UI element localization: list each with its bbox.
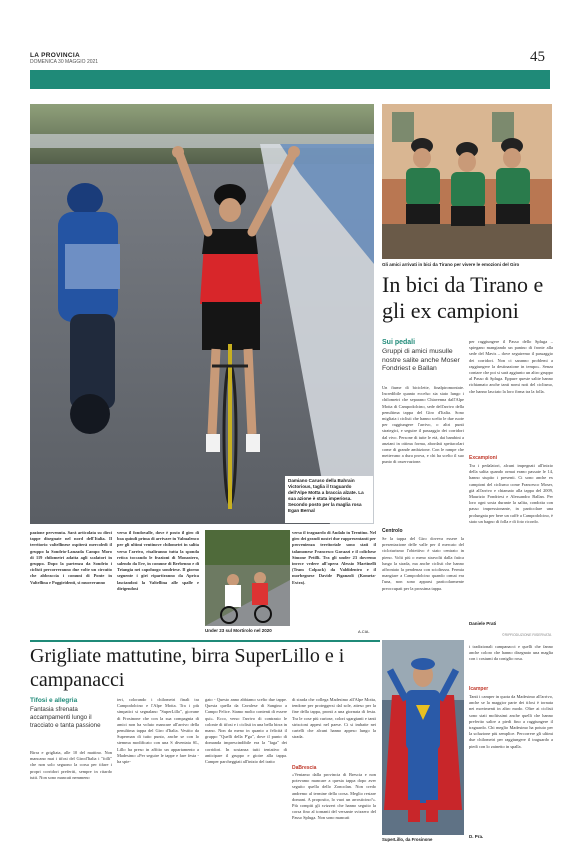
main-deck: Gruppi di amici musulle nostre salite anche Moser Fondriest e Ballan	[382, 348, 460, 372]
strip-col-a: pazione pervenuta. Sarà articolata su dieci tappe disegnate nel nord dell'Italia. Il territorio valtellinese ospiterà mercoledì il gruppo la Sondrio-Lanzada Campo Moro di 119 chilometri adatta agli scalatori in gruppo. Dopo la partenza da Sondrio i ciclisti percorreranno due volte un circuito che abbraccia i comuni di Ponte in Valtellina e Poggiridenti, si muoveranno	[30, 530, 112, 585]
main-byline: Daniele Prati	[469, 621, 497, 626]
strip-signature: A.CIA.	[358, 629, 370, 634]
main-body-col1b: Se la tappa del Giro doveva essere la presentazione delle valle per il mercato del cicloturismo l'obiettivo è stato centrato in pieno. Volti più o meno stravolti dalla fatica lungo la strada, ma anche ciclisti che hanno affrontato la pendenza con scioltezza. Fermia mangiare a Campodolcino quando ormai era l'una, non sono apparsi particolarmente preoccupati per la prossima tappa.	[382, 536, 464, 591]
second-col1: Birra e grigliata, alle 10 del mattino. Non mancano mai i tifosi del Girod'Italia i "folli" che non solo seguono la corsa per tifare i propri corridori preferiti, sempre in ritardo tutti. Non sono mancati nemmeno	[30, 750, 112, 780]
main-kicker: Sui pedali	[382, 339, 416, 346]
mortirolo-photo	[205, 530, 290, 626]
subhead-centrolo: Centrolo	[382, 528, 403, 534]
section-band	[30, 70, 550, 89]
second-col4: di strada che collega Madesimo all'Alpe Motta, tendone per proteggersi dal sole, atteso per la fine della tappa, pronti a una giornata di festa. Tra le cose più curiose, colori sgargianti e tanti striscioni appesi nel paese. Ci si imbatte nei cartelli che alcuni hanno appeso lungo la strada.	[292, 697, 376, 740]
second-kicker: Tifosi e allegria	[30, 697, 78, 704]
page-number: 45	[530, 49, 545, 65]
main-body-col2: per raggiungere il Passo dello Spluga – spiegano mangiando un panino di fronte alla sede del Mavis – dove seguiremo il passaggio dei corridori. Non ci saranno problemi a raggiungere la destinazione in tempo». Senza contare che poi si sarà aggiunto un altro gruppo al Passo di Spluga. Eppure queste salite hanno richiamato anche tanti nomi noti del ciclismo, che hanno lasciato la loro firma tra la folla.	[469, 339, 553, 394]
second-deck: Fantasia sfrenata accampamenti lungo il tracciato e tanta passione	[30, 706, 101, 729]
main-photo-caption: Damiano Caruso della Bahrain Victorious, taglia il traguardo dell'Alpe Motta a braccia alzate. La sua azione è stata imperiosa. Secondo posto per la maglia rosa Egan Bernal	[285, 476, 373, 523]
second-col5b: Tanti i camper in quota da Madesimo all'arrivo, anche se la maggior parte dei tifosi è tornata nei movimenti in altro modo. Oltre ai ciclisti sono stati moltissimi anche quelli che hanno preferito salire a piedi fino a raggiungere il traguardo. Chi meglio Madesimo ha potuto per la soluzione più semplice. Percorrere gli ultimi due chilometri per raggiungere il traguardo a piedi con lo zainetto in spalla.	[469, 694, 553, 749]
second-col5: i tradizionali campanacci e quelli che fanno anche coloro che hanno disegnato una maglia con i costumi da coniglio rosa.	[469, 644, 553, 662]
strip-col-b: verso il fondovalle, dove è posto il giro di boa quindi prima di arrivare in Valmalenco per gli ultimi ventinove chilometri in salita verso l'arrivo, risaliranno tutta la sponda retica toccando le frazioni di Monastero, salendo da Ere, in comune di Berbenno e di Triangia nei capoluogo sondriese. Il giorno seguente i giri ripartiranno da Aprica lasciandosi la Valtellina alle spalle e dirigendosi	[117, 530, 199, 591]
second-byline: D. Pra.	[469, 834, 484, 839]
copyright-credit: ©RIPRODUZIONE RISERVATA	[502, 633, 552, 637]
second-headline: Grigliate mattutine, birra SuperLillo e i campanacci	[30, 645, 345, 691]
subhead-excampioni: Excampioni	[469, 455, 498, 461]
friends-photo-caption: Gli amici arrivati in bici da Tirano per vivere le emozioni del Giro	[382, 262, 520, 267]
strip-col-c: verso il traguardo di Andalo in Trentino. Nel giro dei grandi nostri due rappresentanti per provenienza territoriale sono stati il talamonese Francesco Gavazzi e il colichese Simone Petilli. Tra gli under 23 dovremo invece vedere all'opera Alessio Martinelli (Team Colpack) da Valdidentro e il morbegnese Davide Piganzoli (Kometa-Extra).	[292, 530, 376, 585]
main-headline: In bici da Tirano e gli ex campioni	[382, 272, 544, 323]
subhead-dabrescia: DaBrescia	[292, 765, 317, 771]
main-body-col2b: Tra i pedalatori, alcuni impegnati all'inizio della salita quando ormai erano passate le 14, hanno stupito i presenti. Ci sono anche ex campioni del ciclismo come Francesco Moser, già all'arrivo e chiamato alla tappa del 2009, Maurizio Fondriest e Alessandro Ballan. Per loro ogni sosta durante la salita, condotta con passo impressionante, in particolare una prolungata per bere un caffè a Campodolcino, è stato un bagno di folla e di foto ricordo.	[469, 463, 553, 524]
subhead-icamper: Icamper	[469, 686, 489, 692]
second-col3: gato - Questo anno abbiamo scelto due tappe. Questa quella da Cavalese di Sangino a Campo Felice. Siamo molto contenti di essere qui». Ecco, verso l'arrivo di contrasto le colonie di tifosi e i ciclisti in una bella birra in mano. Non da meno in quanto a felicità il gruppo "Quelli della P'ga", dove il punto di domanda imprescindibile era la "faga" dei corridori. In sostanza tutti tentativo di anticipare il gruppo e gioire alla tappa. Camper parcheggiati all'inizio del tratto	[205, 697, 287, 765]
second-col4b: «Veniamo dalla provincia di Brescia e non potevamo mancare a questa tappa dopo aver seguito quella dello Zoncolan. Non credo andremo al termine della corsa. Meglio restare domani. A proposito, lo vuoi un arrosticino?». Più compiti gli svizzeri che hanno seguito la corsa fino al tornanti del versante svizzero del Passo Spluga. Non sono mancati	[292, 772, 376, 821]
newspaper-name: LA PROVINCIA	[30, 52, 80, 59]
main-photo-cyclist	[30, 104, 374, 524]
second-col2: ieri, colorando i chilometri finali tra Campodolcino e l'Alpe Motta. Tra i più simpatici si segnalano "SuperLillo", giovane di Frosinone che con la sua compagnia di amici non ha voluto mancare all'arrivo della penultima tappa del Giro d'Italia. Vestito da Superman di tutto punto, anche se con lo stemma modificato con una S diventata SL, Lillo ha preso in affitto un appartamento a Madesimo «Per seguire le tappe e fare festa - ha spie-	[117, 697, 199, 765]
mortirolo-caption: Under 23 sul Mortirolo nel 2020	[205, 628, 272, 633]
friends-photo	[382, 104, 552, 259]
superlillo-caption: SuperLillo, da Frosinone	[382, 837, 433, 842]
superlillo-photo	[382, 640, 464, 835]
issue-date: DOMENICA 30 MAGGIO 2021	[30, 59, 99, 65]
main-body-col1: Un fiume di biciclette, finalpiromontate. Incredibile quanto eccelso sia stato lungo i chilometri che separano Chiavenna dall'Alpe Motta di Campodolcino, sede dell'arrivo della penultima tappa del Giro d'Italia. Sono migliaia i ciclisti che hanno scelto le due ruote per raggiungere l'arrivo, o altri punti strategici, e seguire il passaggio dei corridori dal vivo. Persone di tutte le età, dai bambini a anziani in ottima forma, abordati spettacolari come di grande ambizione. Con le rampe che mettevano a dura prova, e chi ha scelto il suo punto di osservazione.	[382, 385, 464, 465]
divider-line	[30, 640, 380, 642]
